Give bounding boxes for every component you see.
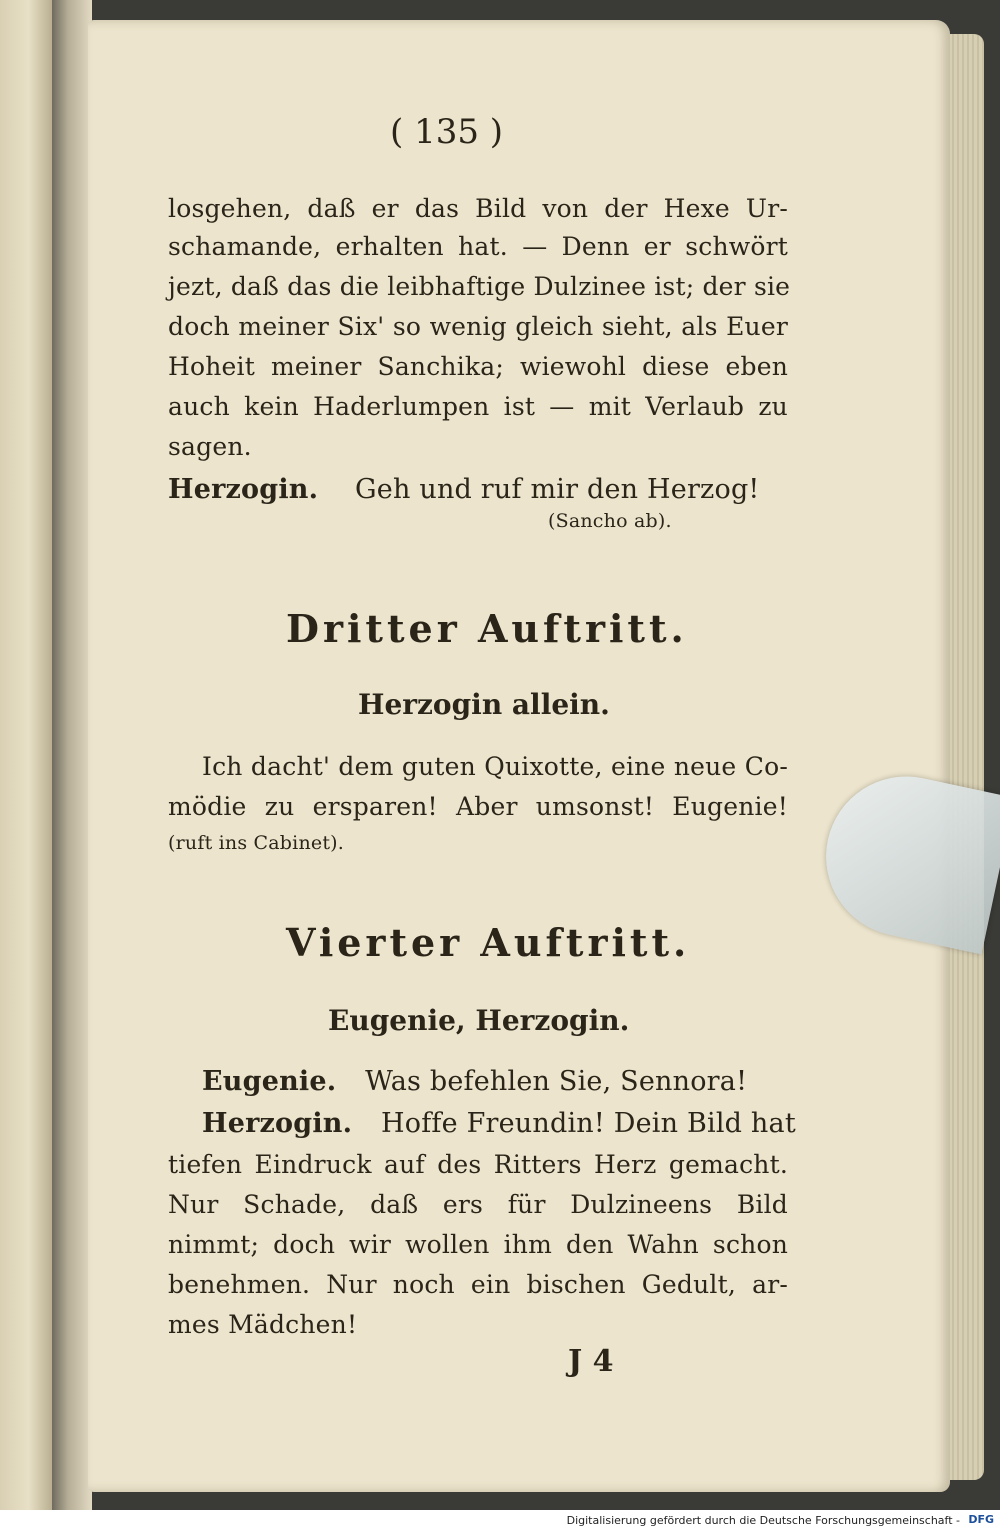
text-line: jezt, daß das die leibhaftige Dulzinee ist; der sie xyxy=(168,272,791,301)
text-line: Ich dacht' dem guten Quixotte, eine neue Co- xyxy=(202,752,788,781)
left-page-edge xyxy=(0,0,52,1510)
text-line: Nur Schade, daß ers für Dulzineens Bild xyxy=(168,1190,788,1219)
text-line: mödie zu ersparen! Aber umsonst! Eugenie! xyxy=(168,792,788,821)
page-number: ( 135 ) xyxy=(390,112,504,152)
text-line: tiefen Eindruck auf des Ritters Herz gemacht. xyxy=(168,1150,788,1179)
stage-direction: (ruft ins Cabinet). xyxy=(168,832,345,854)
stage-direction: (Sancho ab). xyxy=(548,510,672,532)
text-line: benehmen. Nur noch ein bischen Gedult, ar- xyxy=(168,1270,788,1299)
text-line: auch kein Haderlumpen ist — mit Verlaub zu xyxy=(168,392,788,421)
text-line: sagen. xyxy=(168,432,252,461)
speaker-name: Eugenie. xyxy=(202,1066,337,1097)
scene-title: Vierter Auftritt. xyxy=(286,920,691,965)
text-line: doch meiner Six' so wenig gleich sieht, als Euer xyxy=(168,312,788,341)
text-line: nimmt; doch wir wollen ihm den Wahn schon xyxy=(168,1230,788,1259)
text-line: mes Mädchen! xyxy=(168,1310,358,1339)
funding-credit: Digitalisierung gefördert durch die Deutsche Forschungsgemeinschaft - xyxy=(566,1514,960,1527)
speaker-name: Herzogin. xyxy=(168,474,319,505)
text-line: schamande, erhalten hat. — Denn er schwört xyxy=(168,232,788,261)
book-gutter xyxy=(52,0,92,1510)
speech-line xyxy=(168,474,788,505)
dfg-logo: DFG xyxy=(968,1513,994,1526)
speech-line xyxy=(202,1108,796,1139)
speech-text: Hoffe Freundin! Dein Bild hat xyxy=(381,1108,796,1139)
speaker-name: Herzogin. xyxy=(202,1108,353,1139)
scene-cast: Herzogin allein. xyxy=(358,688,610,721)
speech-text: Was befehlen Sie, Sennora! xyxy=(365,1066,748,1097)
footer-bar xyxy=(0,1510,1000,1533)
scene-cast: Eugenie, Herzogin. xyxy=(328,1004,630,1037)
speech-line xyxy=(202,1066,788,1097)
scene-title: Dritter Auftritt. xyxy=(286,606,688,651)
text-line: losgehen, daß er das Bild von der Hexe Ur- xyxy=(168,194,788,223)
speech-text: Geh und ruf mir den Herzog! xyxy=(355,474,760,505)
page-stack-edge xyxy=(944,34,984,1480)
signature-mark: J 4 xyxy=(568,1344,614,1379)
text-line: Hoheit meiner Sanchika; wiewohl diese eben xyxy=(168,352,788,381)
